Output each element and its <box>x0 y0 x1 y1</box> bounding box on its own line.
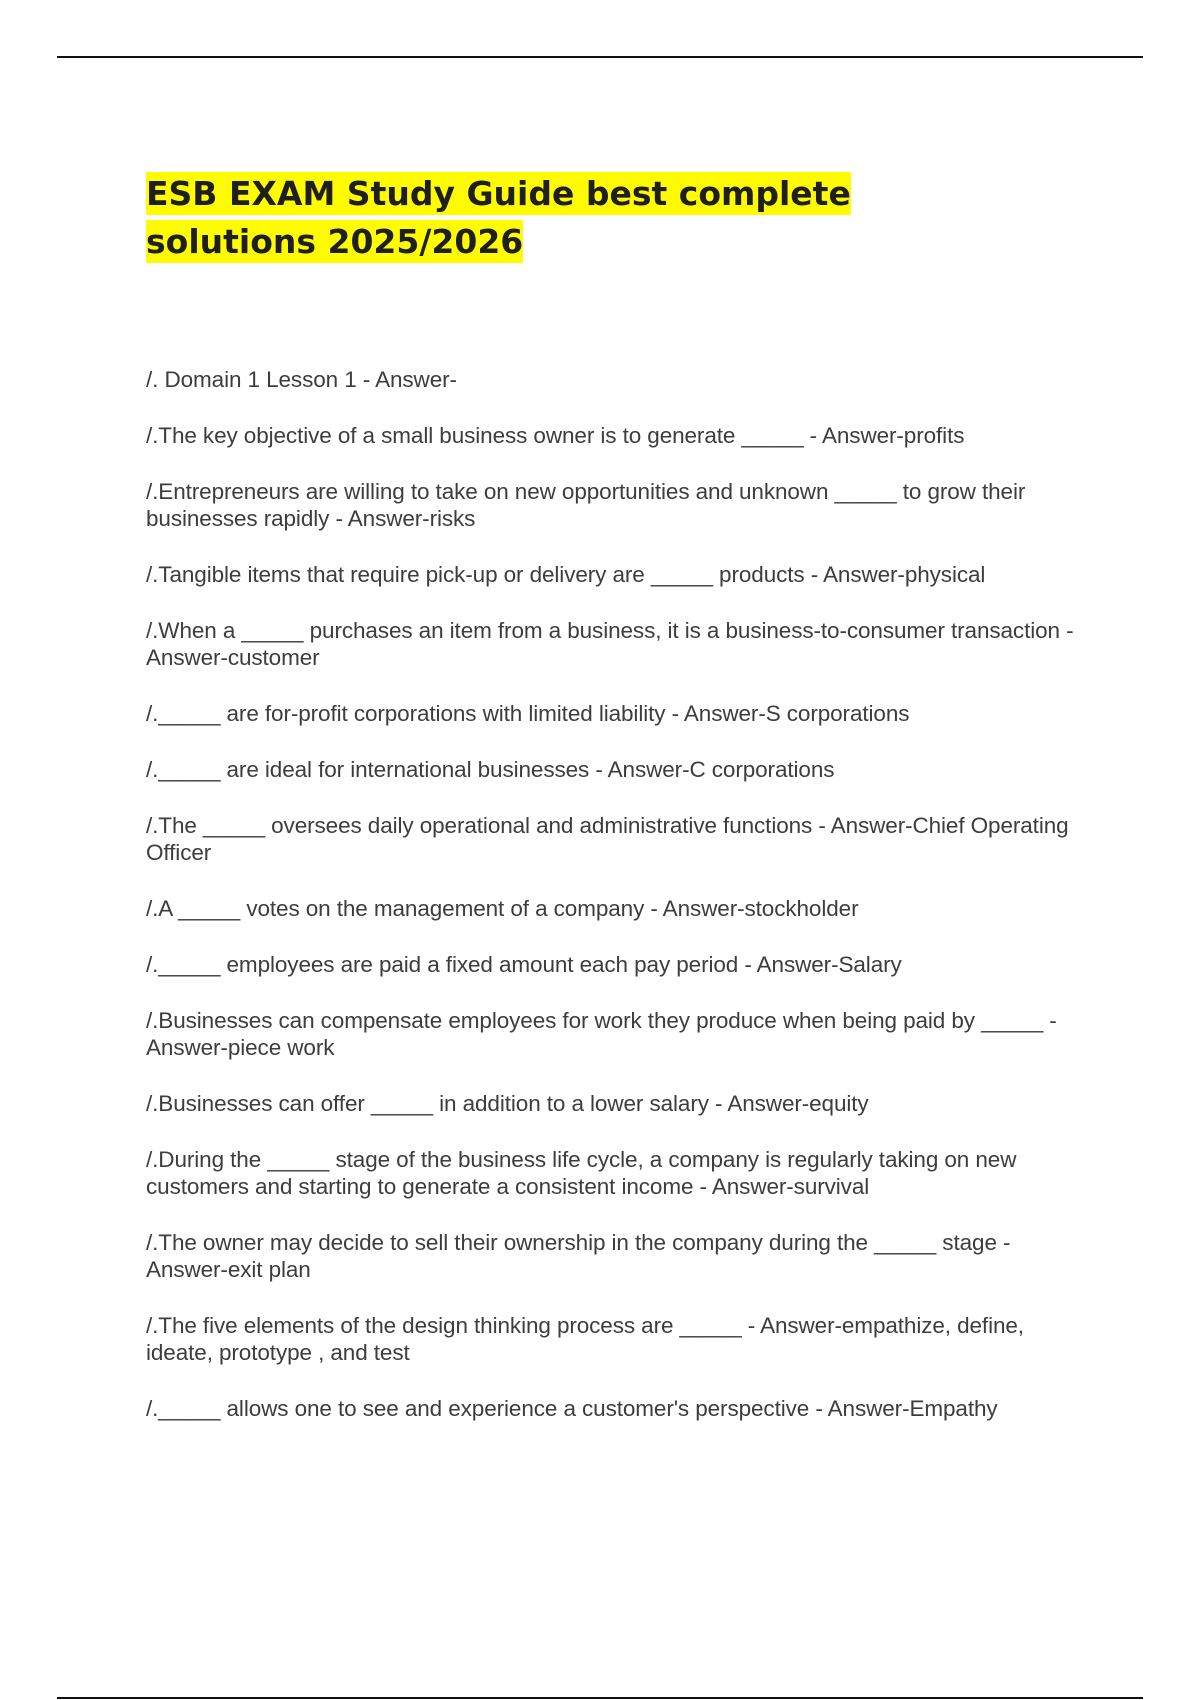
list-item: /._____ allows one to see and experience a customer's perspective - Answer-Empathy <box>146 1396 998 1421</box>
list-item: /.During the _____ stage of the business life cycle, a company is regularly taking on new customers and starting to generate a consistent income - Answer-survival <box>146 1147 1017 1199</box>
list-item: /.The five elements of the design thinking process are _____ - Answer-empathize, define, ideate, prototype , and test <box>146 1313 1024 1365</box>
list-item: /.Tangible items that require pick-up or delivery are _____ products - Answer-physical <box>146 562 986 587</box>
top-rule <box>57 56 1143 58</box>
list-item: /.The key objective of a small business owner is to generate _____ - Answer-profits <box>146 423 965 448</box>
bottom-rule <box>57 1697 1143 1699</box>
list-item: /.Entrepreneurs are willing to take on new opportunities and unknown _____ to grow their businesses rapidly - Answer-risks <box>146 479 1026 531</box>
list-item: /.Businesses can offer _____ in addition to a lower salary - Answer-equity <box>146 1091 869 1116</box>
list-item: /._____ are for-profit corporations with limited liability - Answer-S corporations <box>146 701 910 726</box>
list-item: /.The owner may decide to sell their ownership in the company during the _____ stage - Answer-exit plan <box>146 1230 1011 1282</box>
list-item: /.A _____ votes on the management of a company - Answer-stockholder <box>146 896 859 921</box>
list-item: /.Businesses can compensate employees for work they produce when being paid by _____ - Answer-piece work <box>146 1008 1057 1060</box>
list-item: /._____ employees are paid a fixed amount each pay period - Answer-Salary <box>146 952 902 977</box>
document-title <box>146 170 1006 266</box>
list-item: /.The _____ oversees daily operational and administrative functions - Answer-Chief Operating Officer <box>146 813 1069 865</box>
title-highlight: ESB EXAM Study Guide best complete solutions 2025/2026 <box>146 174 851 261</box>
list-item: /.When a _____ purchases an item from a business, it is a business-to-consumer transaction - Answer-customer <box>146 618 1074 670</box>
list-item: /._____ are ideal for international businesses - Answer-C corporations <box>146 757 835 782</box>
qa-list <box>146 366 1096 1451</box>
list-item: /. Domain 1 Lesson 1 - Answer- <box>146 367 457 392</box>
